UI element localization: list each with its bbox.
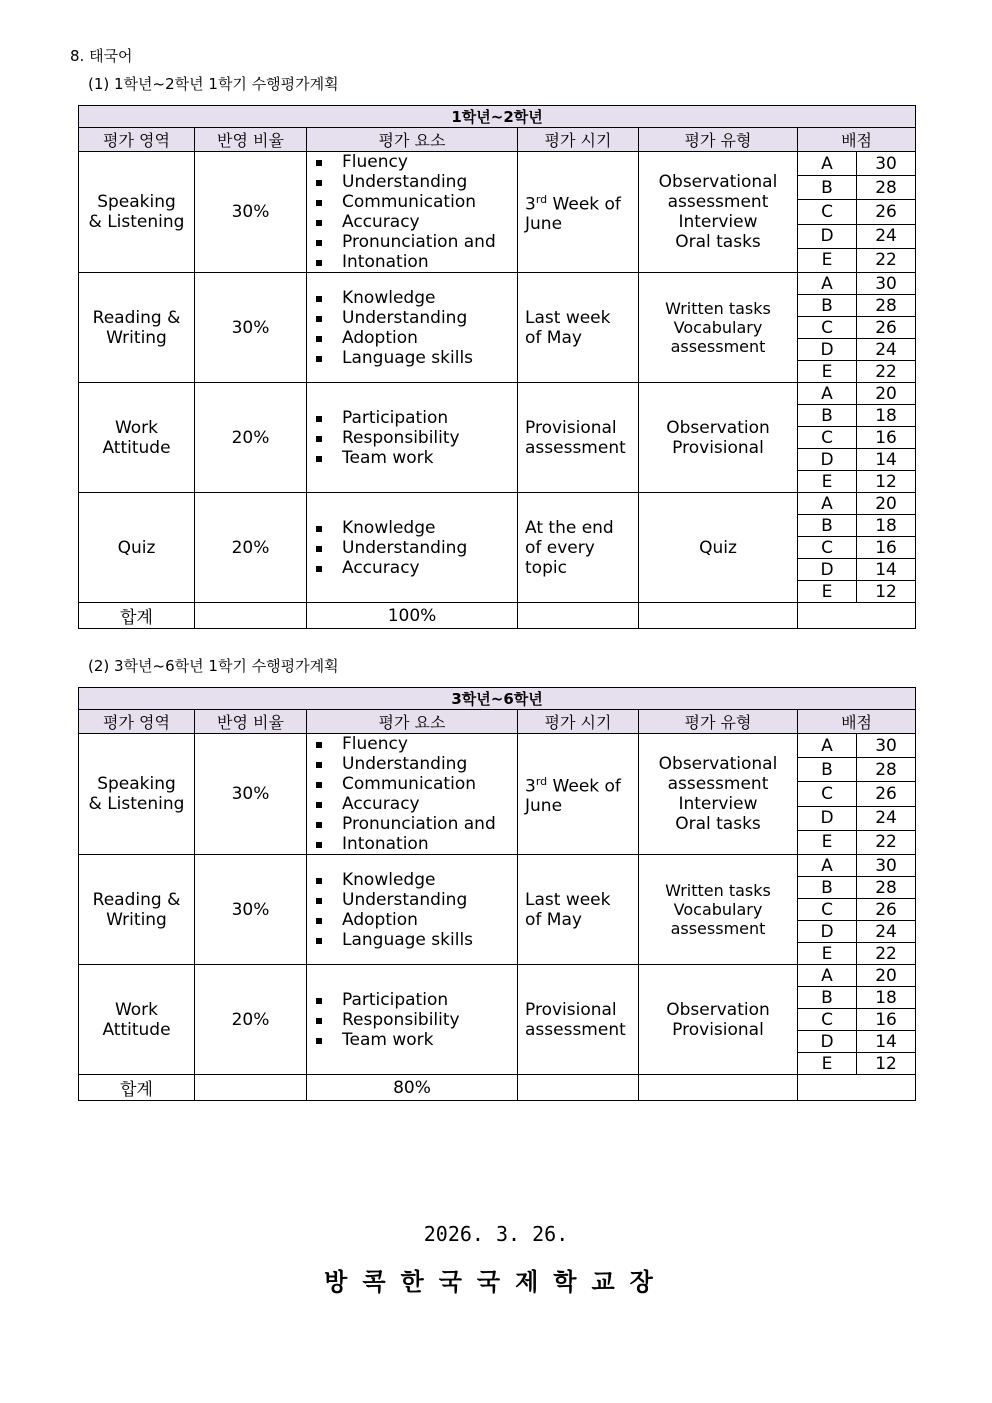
column-header: 평가 요소 <box>307 710 518 734</box>
elements-cell <box>307 965 518 1075</box>
column-header: 평가 유형 <box>639 710 798 734</box>
ratio-cell: 30% <box>195 734 307 855</box>
ratio-cell: 20% <box>195 493 307 603</box>
section-title: 8. 태국어 <box>70 47 133 65</box>
column-header: 반영 비율 <box>195 710 307 734</box>
assessment-table-grade-1-2 <box>78 105 916 629</box>
grade-score: 22 <box>857 943 916 965</box>
total-label: 합계 <box>79 1075 195 1101</box>
grade-row <box>79 273 916 295</box>
grade-score: 12 <box>857 471 916 493</box>
element-item: Communication <box>315 192 517 212</box>
grade-letter: B <box>798 987 857 1009</box>
assessment-type: Provisional <box>672 437 764 458</box>
assessment-area-cell <box>79 965 195 1075</box>
elements-cell <box>307 152 518 273</box>
total-label: 합계 <box>79 603 195 629</box>
grade-score: 26 <box>857 899 916 921</box>
school-principal-signature: 방콕한국국제학교장 <box>324 1268 668 1296</box>
assessment-area-cell <box>79 855 195 965</box>
element-item: Language skills <box>315 348 517 368</box>
total-empty-cell <box>195 1075 307 1101</box>
element-item: Understanding <box>315 172 517 192</box>
period-line: Last week <box>525 307 611 328</box>
grade-letter: B <box>798 515 857 537</box>
grade-row <box>79 152 916 176</box>
grade-letter: C <box>798 427 857 449</box>
assessment-type: Interview <box>678 794 758 814</box>
grade-letter: D <box>798 921 857 943</box>
assessment-type: Quiz <box>699 537 737 558</box>
grade-letter: B <box>798 405 857 427</box>
grade-letter: E <box>798 830 857 854</box>
elements-list <box>307 870 517 950</box>
assessment-type: assessment <box>670 919 766 938</box>
grade-letter: E <box>798 248 857 272</box>
element-item: Knowledge <box>315 288 517 308</box>
element-item: Participation <box>315 990 517 1010</box>
element-item: Communication <box>315 774 517 794</box>
grade-letter: A <box>798 152 857 176</box>
element-item: Understanding <box>315 754 517 774</box>
element-item: Adoption <box>315 328 517 348</box>
grade-letter: B <box>798 877 857 899</box>
grade-score: 30 <box>857 734 916 758</box>
period-line: Provisional <box>525 999 617 1020</box>
period-line: Last week <box>525 889 611 910</box>
period-cell <box>518 855 639 965</box>
grade-score: 16 <box>857 537 916 559</box>
assessment-type: Vocabulary <box>673 318 763 337</box>
grade-letter: E <box>798 361 857 383</box>
period-line: 3rd Week of <box>525 774 621 797</box>
assessment-type: assessment <box>667 192 769 212</box>
period-cell <box>518 273 639 383</box>
total-empty-cell <box>639 1075 798 1101</box>
total-value: 80% <box>307 1075 518 1101</box>
grade-score: 12 <box>857 581 916 603</box>
element-item: Knowledge <box>315 870 517 890</box>
grade-row <box>79 855 916 877</box>
elements-list <box>307 408 517 468</box>
assessment-type: Vocabulary <box>673 900 763 919</box>
elements-list <box>307 152 517 272</box>
grade-score: 24 <box>857 806 916 830</box>
column-header: 평가 유형 <box>639 128 798 152</box>
ratio-cell: 30% <box>195 273 307 383</box>
period-cell <box>518 152 639 273</box>
element-item: Intonation <box>315 252 517 272</box>
assessment-area: Quiz <box>117 537 156 558</box>
grade-letter: B <box>798 176 857 200</box>
ratio-cell: 20% <box>195 383 307 493</box>
grade-row <box>79 734 916 758</box>
period-line: assessment <box>525 437 626 458</box>
element-item: Language skills <box>315 930 517 950</box>
assessment-type: Observational <box>658 754 778 774</box>
grade-letter: E <box>798 1053 857 1075</box>
element-item: Team work <box>315 448 517 468</box>
assessment-type: Observation <box>666 417 770 438</box>
total-empty-cell <box>798 603 916 629</box>
element-item: Understanding <box>315 308 517 328</box>
period-line: June <box>525 796 563 817</box>
grade-letter: C <box>798 782 857 806</box>
table-caption: 3학년~6학년 <box>79 688 916 710</box>
element-item: Responsibility <box>315 428 517 448</box>
period-line: 3rd Week of <box>525 192 621 215</box>
grade-score: 20 <box>857 493 916 515</box>
grade-score: 24 <box>857 224 916 248</box>
type-cell <box>639 734 798 855</box>
period-line: June <box>525 214 563 235</box>
element-item: Fluency <box>315 152 517 172</box>
grade-score: 26 <box>857 317 916 339</box>
grade-score: 14 <box>857 449 916 471</box>
grade-letter: E <box>798 581 857 603</box>
ratio-cell: 30% <box>195 152 307 273</box>
total-value: 100% <box>307 603 518 629</box>
column-header: 평가 영역 <box>79 710 195 734</box>
assessment-area: Work <box>114 417 159 438</box>
assessment-area: & Listening <box>88 794 185 814</box>
assessment-area: Attitude <box>102 1019 171 1040</box>
grade-score: 12 <box>857 1053 916 1075</box>
column-header: 평가 영역 <box>79 128 195 152</box>
total-empty-cell <box>518 1075 639 1101</box>
assessment-type: Provisional <box>672 1019 764 1040</box>
assessment-type: Observation <box>666 999 770 1020</box>
grade-score: 16 <box>857 1009 916 1031</box>
assessment-area-cell <box>79 273 195 383</box>
type-cell <box>639 493 798 603</box>
grade-score: 20 <box>857 965 916 987</box>
period-line: of May <box>525 909 582 930</box>
grade-row <box>79 965 916 987</box>
grade-letter: B <box>798 758 857 782</box>
period-cell <box>518 734 639 855</box>
element-item: Pronunciation and <box>315 814 517 834</box>
grade-letter: C <box>798 200 857 224</box>
elements-list <box>307 518 517 578</box>
period-line: of every <box>525 537 595 558</box>
grade-letter: B <box>798 295 857 317</box>
document-date: 2026. 3. 26. <box>423 1222 569 1246</box>
element-item: Participation <box>315 408 517 428</box>
grade-row <box>79 383 916 405</box>
grade-score: 28 <box>857 295 916 317</box>
column-header: 평가 요소 <box>307 128 518 152</box>
element-item: Understanding <box>315 890 517 910</box>
element-item: Accuracy <box>315 558 517 578</box>
assessment-area-cell <box>79 152 195 273</box>
grade-row <box>79 493 916 515</box>
assessment-area: Speaking <box>97 774 176 794</box>
assessment-area: Writing <box>106 909 167 930</box>
element-item: Understanding <box>315 538 517 558</box>
assessment-type: Oral tasks <box>675 232 761 252</box>
grade-score: 28 <box>857 758 916 782</box>
elements-cell <box>307 734 518 855</box>
elements-list <box>307 990 517 1050</box>
type-cell <box>639 965 798 1075</box>
grade-letter: C <box>798 899 857 921</box>
period-line: Provisional <box>525 417 617 438</box>
table-caption: 1학년~2학년 <box>79 106 916 128</box>
elements-cell <box>307 273 518 383</box>
grade-letter: D <box>798 1031 857 1053</box>
grade-letter: E <box>798 943 857 965</box>
grade-score: 30 <box>857 152 916 176</box>
plan-1-subtitle: (1) 1학년~2학년 1학기 수행평가계획 <box>88 75 339 93</box>
assessment-type: Observational <box>658 172 778 192</box>
grade-score: 22 <box>857 361 916 383</box>
type-cell <box>639 383 798 493</box>
type-cell <box>639 152 798 273</box>
assessment-area: & Listening <box>88 212 185 232</box>
period-line: assessment <box>525 1019 626 1040</box>
ratio-cell: 20% <box>195 965 307 1075</box>
column-header: 평가 시기 <box>518 128 639 152</box>
assessment-area: Writing <box>106 327 167 348</box>
assessment-area: Work <box>114 999 159 1020</box>
assessment-type: Interview <box>678 212 758 232</box>
column-header: 배점 <box>798 710 916 734</box>
grade-letter: C <box>798 537 857 559</box>
total-empty-cell <box>518 603 639 629</box>
element-item: Fluency <box>315 734 517 754</box>
grade-score: 30 <box>857 273 916 295</box>
type-cell <box>639 273 798 383</box>
total-empty-cell <box>195 603 307 629</box>
grade-score: 28 <box>857 877 916 899</box>
element-item: Pronunciation and <box>315 232 517 252</box>
grade-letter: A <box>798 383 857 405</box>
grade-letter: A <box>798 273 857 295</box>
elements-list <box>307 288 517 368</box>
grade-letter: E <box>798 471 857 493</box>
column-header: 반영 비율 <box>195 128 307 152</box>
assessment-area: Speaking <box>97 192 176 212</box>
assessment-area-cell <box>79 493 195 603</box>
column-header: 배점 <box>798 128 916 152</box>
grade-score: 16 <box>857 427 916 449</box>
grade-score: 22 <box>857 248 916 272</box>
assessment-type: assessment <box>670 337 766 356</box>
grade-score: 14 <box>857 1031 916 1053</box>
grade-score: 28 <box>857 176 916 200</box>
grade-score: 26 <box>857 200 916 224</box>
assessment-area: Reading & <box>92 889 181 910</box>
grade-letter: C <box>798 1009 857 1031</box>
grade-letter: D <box>798 806 857 830</box>
element-item: Accuracy <box>315 212 517 232</box>
element-item: Knowledge <box>315 518 517 538</box>
period-line: At the end <box>525 517 614 538</box>
assessment-table-grade-3-6 <box>78 687 916 1101</box>
assessment-area: Attitude <box>102 437 171 458</box>
grade-letter: D <box>798 339 857 361</box>
grade-score: 20 <box>857 383 916 405</box>
grade-score: 24 <box>857 339 916 361</box>
assessment-area-cell <box>79 383 195 493</box>
grade-score: 14 <box>857 559 916 581</box>
grade-letter: C <box>798 317 857 339</box>
grade-score: 24 <box>857 921 916 943</box>
period-line: topic <box>525 557 567 578</box>
period-cell <box>518 383 639 493</box>
grade-letter: D <box>798 559 857 581</box>
elements-cell <box>307 493 518 603</box>
ratio-cell: 30% <box>195 855 307 965</box>
grade-score: 18 <box>857 515 916 537</box>
element-item: Responsibility <box>315 1010 517 1030</box>
assessment-type: Written tasks <box>665 299 771 318</box>
element-item: Accuracy <box>315 794 517 814</box>
grade-score: 18 <box>857 987 916 1009</box>
elements-cell <box>307 383 518 493</box>
total-empty-cell <box>639 603 798 629</box>
period-cell <box>518 493 639 603</box>
element-item: Adoption <box>315 910 517 930</box>
elements-list <box>307 734 517 854</box>
assessment-area-cell <box>79 734 195 855</box>
assessment-type: Oral tasks <box>675 814 761 834</box>
assessment-type: Written tasks <box>665 881 771 900</box>
grade-letter: A <box>798 855 857 877</box>
grade-score: 22 <box>857 830 916 854</box>
elements-cell <box>307 855 518 965</box>
total-empty-cell <box>798 1075 916 1101</box>
grade-letter: D <box>798 224 857 248</box>
grade-letter: A <box>798 734 857 758</box>
element-item: Intonation <box>315 834 517 854</box>
period-line: of May <box>525 327 582 348</box>
period-cell <box>518 965 639 1075</box>
grade-letter: A <box>798 965 857 987</box>
column-header: 평가 시기 <box>518 710 639 734</box>
grade-score: 30 <box>857 855 916 877</box>
grade-score: 18 <box>857 405 916 427</box>
assessment-area: Reading & <box>92 307 181 328</box>
assessment-type: assessment <box>667 774 769 794</box>
grade-letter: D <box>798 449 857 471</box>
grade-score: 26 <box>857 782 916 806</box>
element-item: Team work <box>315 1030 517 1050</box>
plan-2-subtitle: (2) 3학년~6학년 1학기 수행평가계획 <box>88 657 339 675</box>
type-cell <box>639 855 798 965</box>
grade-letter: A <box>798 493 857 515</box>
